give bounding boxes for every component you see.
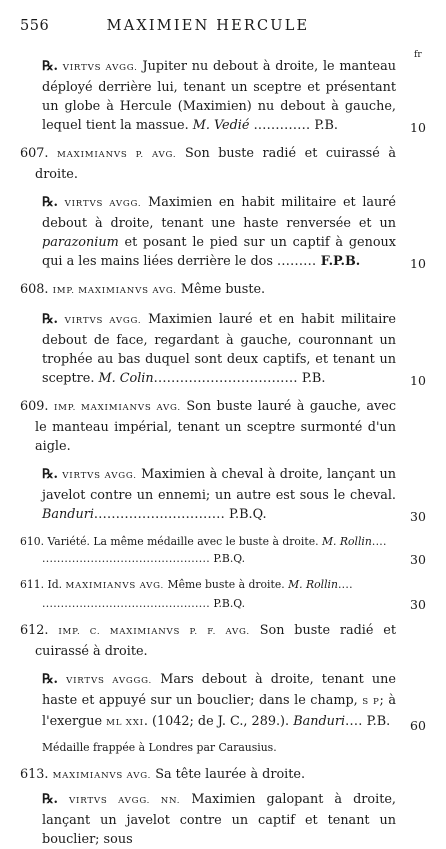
entry-label: Id. bbox=[47, 578, 63, 591]
coin-legend: VIRTVS AVGG. bbox=[64, 316, 142, 326]
collection: P.B.Q. bbox=[209, 552, 246, 565]
catalogue-entry-reverse bbox=[20, 57, 426, 135]
entry-label: Variété. bbox=[47, 535, 90, 548]
collection: P.B. bbox=[310, 118, 338, 133]
coin-legend: IMP. C. MAXIMIANVS P. F. AVG. bbox=[58, 627, 250, 637]
entry-number: 608. bbox=[20, 282, 49, 297]
catalogue-entry-reverse bbox=[20, 465, 426, 524]
leader-dots: .............................. bbox=[93, 507, 225, 522]
leader-dots: ......... bbox=[277, 254, 317, 269]
entry-number: 610. bbox=[20, 535, 45, 548]
source: M. Rollin bbox=[288, 578, 338, 591]
leader-dots: ............. bbox=[253, 118, 311, 133]
entry-number: 613. bbox=[20, 767, 49, 782]
catalogue-entry-reverse bbox=[20, 790, 396, 849]
entry-number: 611. bbox=[20, 578, 45, 591]
exergue: ML XXI bbox=[106, 718, 144, 728]
description: Même buste. bbox=[176, 282, 266, 297]
description: Maximien galopant à droite, lançant un javelot contre un captif et tenant un bouclier; sous bbox=[42, 792, 396, 847]
rarity-value: 30 bbox=[410, 552, 426, 567]
rarity-value: 10 bbox=[410, 373, 426, 388]
reverse-mark: ℞. bbox=[42, 792, 58, 807]
description: Mars debout à droite, tenant une haste et appuyé sur un bouclier; dans le champ, bbox=[42, 672, 396, 708]
margin-mark: fr bbox=[414, 50, 422, 60]
entry-number: 607. bbox=[20, 146, 49, 161]
description: Même buste à droite. bbox=[164, 578, 289, 591]
rarity-value: 30 bbox=[410, 597, 426, 612]
collection: P.B. bbox=[362, 714, 391, 729]
page-number: 556 bbox=[20, 18, 50, 34]
catalogue-entry-variety bbox=[20, 533, 426, 567]
coin-legend: MAXIMIANVS AVG. bbox=[65, 581, 165, 591]
reverse-mark: ℞. bbox=[42, 672, 58, 687]
leader-dots: ............................................. bbox=[42, 597, 210, 610]
leader-dots: .... bbox=[371, 535, 387, 548]
description: ; à l'exergue bbox=[42, 693, 396, 729]
catalogue-entry-reverse bbox=[20, 310, 426, 388]
catalogue-entry-obverse bbox=[20, 280, 396, 301]
description: Son buste lauré à gauche, avec le manteau impérial, tenant un sceptre surmonté d'un aigle. bbox=[35, 399, 396, 454]
leader-dots: .... bbox=[337, 578, 353, 591]
rarity-value: 60 bbox=[410, 718, 426, 733]
latin-term: parazonium bbox=[42, 235, 119, 250]
coin-legend: VIRTVS AVGGG. bbox=[66, 676, 153, 686]
running-title: MAXIMIEN HERCULE bbox=[106, 18, 310, 34]
catalogue-entry-reverse bbox=[20, 193, 426, 271]
leader-dots: .... bbox=[345, 714, 363, 729]
catalogue-entry-variety bbox=[20, 576, 426, 612]
collection: P.B.Q. bbox=[224, 507, 267, 522]
description: Maximien en habit militaire et lauré debout à droite, tenant une haste renversée et un bbox=[42, 195, 396, 231]
coin-legend: VIRTVS AVGG. NN. bbox=[69, 796, 181, 806]
footnote: Médaille frappée à Londres par Carausius. bbox=[42, 741, 277, 754]
description: Son buste radié et cuirassé à droite. bbox=[35, 146, 396, 182]
rarity-value: 30 bbox=[410, 509, 426, 524]
reverse-mark: ℞. bbox=[42, 467, 58, 482]
source: Banduri bbox=[293, 714, 346, 729]
coin-legend: VIRTVS AVGG. bbox=[62, 471, 137, 481]
entry-number: 609. bbox=[20, 399, 49, 414]
reverse-mark: ℞. bbox=[42, 312, 58, 327]
description: Jupiter nu debout à droite, le manteau déployé derrière lui, tenant un sceptre et présentant un globe à Hercule (Maximien) nu debout à gauche, lequel tient la massue. bbox=[42, 59, 396, 133]
coin-legend: VIRTVS AVGG. bbox=[64, 199, 142, 209]
coin-legend: MAXIMIANVS P. AVG. bbox=[57, 150, 177, 160]
source: Banduri bbox=[42, 507, 94, 522]
catalogue-body bbox=[20, 57, 426, 849]
rarity-value: 10 bbox=[410, 120, 426, 135]
rarity-value: 10 bbox=[410, 256, 426, 271]
source: M. Rollin bbox=[321, 535, 372, 548]
reverse-mark: ℞. bbox=[42, 59, 58, 74]
description: . (1042; de J. C., 289.). bbox=[143, 714, 294, 729]
description: Sa tête laurée à droite. bbox=[151, 767, 306, 782]
collection: P.B.Q. bbox=[209, 597, 246, 610]
leader-dots: ................................. bbox=[153, 371, 298, 386]
catalogue-entry-obverse bbox=[20, 765, 396, 786]
description: La même médaille avec le buste à droite. bbox=[89, 535, 322, 548]
entry-number: 612. bbox=[20, 623, 49, 638]
catalogue-entry-reverse bbox=[20, 670, 426, 756]
collection: F.P.B. bbox=[316, 254, 361, 269]
coin-legend: VIRTVS AVGG. bbox=[62, 63, 138, 73]
collection: P.B. bbox=[297, 371, 326, 386]
running-header bbox=[20, 18, 396, 38]
source: M. Colin bbox=[98, 371, 154, 386]
description: Son buste radié et cuirassé à droite. bbox=[35, 623, 396, 659]
catalogue-entry-obverse bbox=[20, 397, 396, 456]
source: M. Vedié bbox=[192, 118, 250, 133]
leader-dots: ............................................. bbox=[42, 552, 210, 565]
coin-legend: MAXIMIANVS AVG. bbox=[52, 771, 152, 781]
field-mark: S P bbox=[362, 697, 380, 707]
coin-legend: IMP. MAXIMIANVS AVG. bbox=[53, 403, 181, 413]
coin-legend: IMP. MAXIMIANVS AVG. bbox=[52, 286, 177, 296]
catalogue-entry-obverse bbox=[20, 621, 396, 661]
catalogue-entry-obverse bbox=[20, 144, 396, 184]
description: Maximien à cheval à droite, lançant un javelot contre un ennemi; un autre est sous le cheval. bbox=[42, 467, 396, 503]
reverse-mark: ℞. bbox=[42, 195, 58, 210]
description: Maximien lauré et en habit militaire debout de face, regardant à gauche, couronnant un trophée au bas duquel sont deux captifs, et tenant un sceptre. bbox=[42, 312, 396, 386]
description: et posant le pied sur un captif à genoux qui a les mains liées derrière le dos bbox=[42, 235, 396, 269]
